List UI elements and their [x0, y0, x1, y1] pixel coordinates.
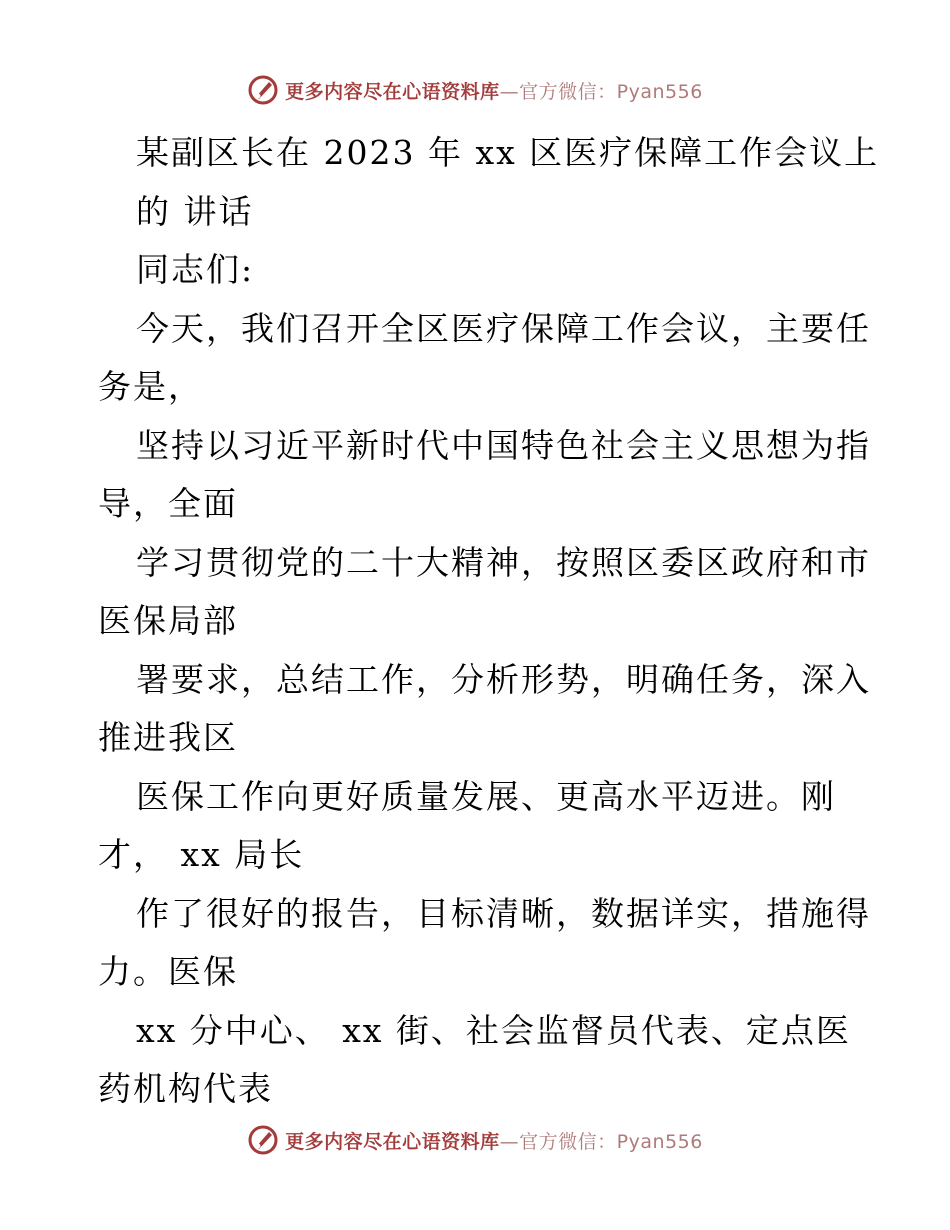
text-line: 作了很好的报告，目标清晰，数据详实，措施得 — [136, 893, 871, 933]
text-line: 医保局部 — [98, 601, 238, 640]
quill-seal-icon — [247, 1124, 279, 1156]
text-line: 务是， — [98, 367, 203, 406]
text-line: xx 分中心、 xx 街、社会监督员代表、定点医 — [136, 1010, 851, 1050]
text-line: 才， xx 局长 — [98, 835, 305, 874]
banner-contact: 官方微信：Pyan556 — [519, 80, 703, 103]
text-line: 坚持以习近平新时代中国特色社会主义思想为指 — [136, 425, 871, 465]
text-line: 署要求，总结工作，分析形势，明确任务，深入 — [136, 659, 871, 699]
banner-text — [285, 77, 703, 104]
banner-brand: 更多内容尽在心语资料库 — [285, 80, 500, 103]
text-line: 同志们: — [136, 250, 255, 289]
banner-brand: 更多内容尽在心语资料库 — [285, 1130, 500, 1153]
banner-contact: 官方微信：Pyan556 — [519, 1130, 703, 1153]
text-line: 学习贯彻党的二十大精神，按照区委区政府和市 — [136, 542, 871, 582]
text-line: 力。医保 — [98, 952, 238, 991]
footer-banner — [0, 1120, 950, 1160]
banner-separator: — — [499, 80, 520, 103]
text-line: 某副区长在 2023 年 xx 区医疗保障工作会议上 — [136, 133, 880, 172]
text-line: 药机构代表 — [98, 1069, 273, 1108]
text-line: 导，全面 — [98, 484, 238, 523]
banner-text — [285, 1127, 703, 1154]
header-banner — [0, 70, 950, 110]
text-line: 的 讲话 — [136, 191, 254, 231]
quill-seal-icon — [247, 74, 279, 106]
text-line: 今天，我们召开全区医疗保障工作会议，主要任 — [136, 308, 871, 348]
text-line: 推进我区 — [98, 718, 238, 757]
banner-separator: — — [499, 1130, 520, 1153]
document-body — [98, 124, 880, 1119]
text-line: 医保工作向更好质量发展、更高水平迈进。刚 — [136, 776, 836, 816]
